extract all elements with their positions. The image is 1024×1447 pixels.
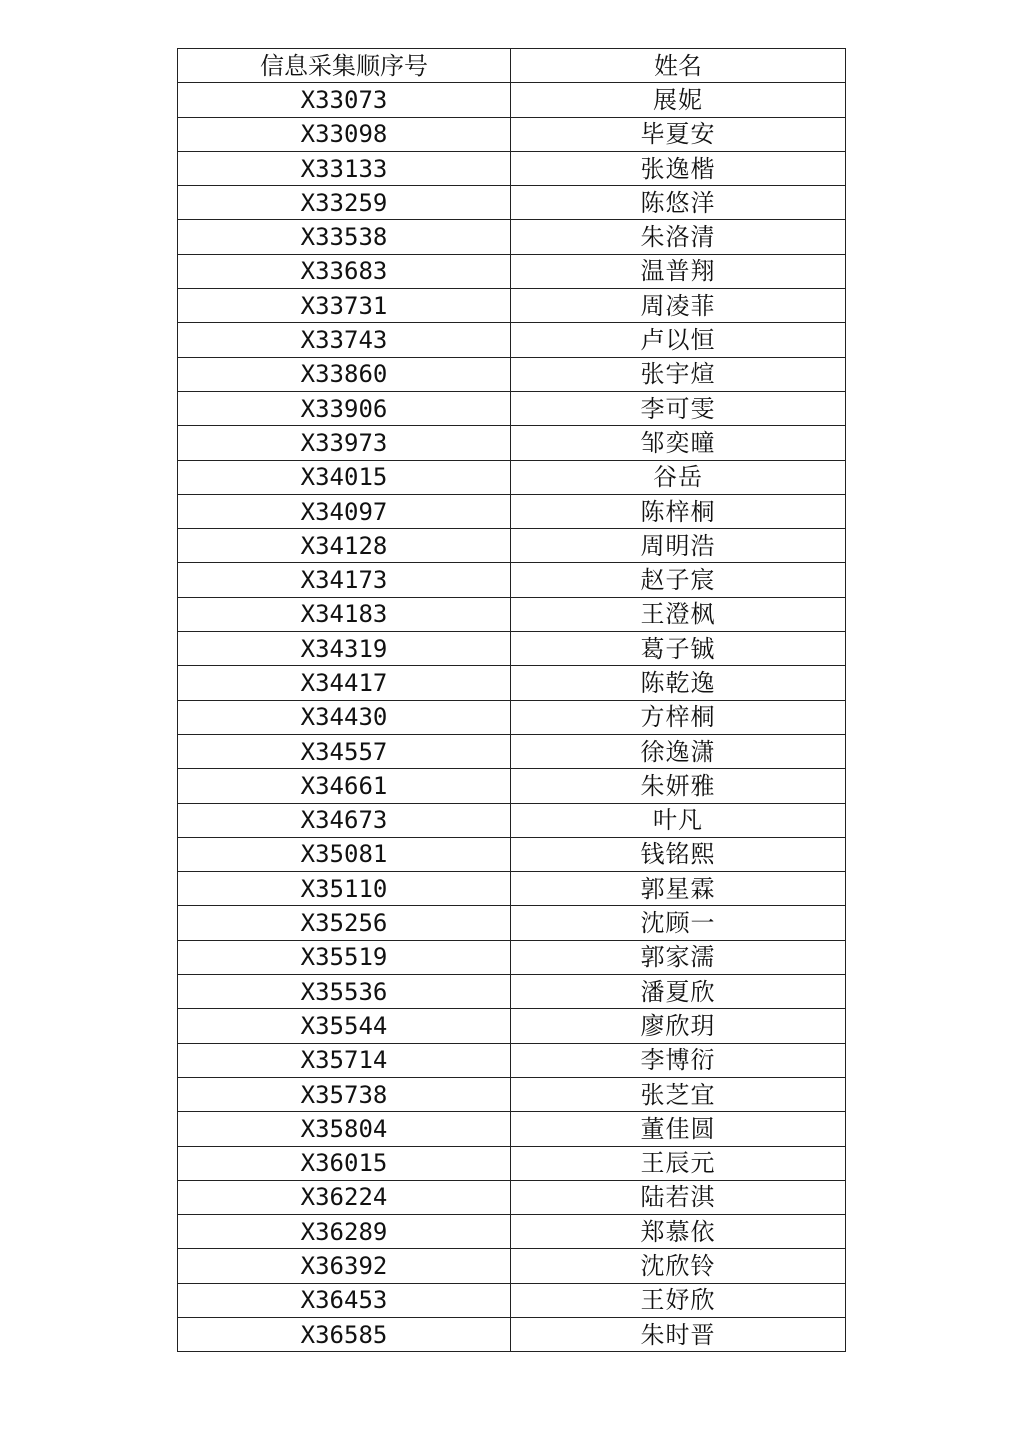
- table-row: [178, 700, 846, 734]
- row-id-cell: X34183: [178, 597, 511, 631]
- row-id-cell: X34319: [178, 632, 511, 666]
- row-id-cell: X34128: [178, 529, 511, 563]
- table-row: [178, 940, 846, 974]
- row-name-cell: 张逸楷: [511, 151, 846, 185]
- row-name-cell: 赵子宸: [511, 563, 846, 597]
- table-row: [178, 1249, 846, 1283]
- row-id-cell: X33073: [178, 83, 511, 117]
- row-id-cell: X34557: [178, 734, 511, 768]
- table-row: [178, 803, 846, 837]
- row-name-cell: 周明浩: [511, 529, 846, 563]
- table-row: [178, 1077, 846, 1111]
- table-row: [178, 391, 846, 425]
- table-row: [178, 254, 846, 288]
- row-name-cell: 葛子铖: [511, 632, 846, 666]
- row-id-cell: X35110: [178, 872, 511, 906]
- row-id-cell: X35081: [178, 837, 511, 871]
- row-id-cell: X35804: [178, 1112, 511, 1146]
- table-row: [178, 872, 846, 906]
- row-name-cell: 沈顾一: [511, 906, 846, 940]
- roster-table: [177, 48, 846, 1352]
- row-id-cell: X34430: [178, 700, 511, 734]
- row-name-cell: 王妤欣: [511, 1283, 846, 1317]
- row-name-cell: 潘夏欣: [511, 975, 846, 1009]
- table-row: [178, 1317, 846, 1351]
- row-name-cell: 朱时晋: [511, 1317, 846, 1351]
- row-id-cell: X36224: [178, 1180, 511, 1214]
- table-row: [178, 529, 846, 563]
- row-name-cell: 方梓桐: [511, 700, 846, 734]
- row-name-cell: 徐逸潇: [511, 734, 846, 768]
- row-id-cell: X34673: [178, 803, 511, 837]
- table-row: [178, 906, 846, 940]
- row-id-cell: X33906: [178, 391, 511, 425]
- row-id-cell: X36585: [178, 1317, 511, 1351]
- table-row: [178, 357, 846, 391]
- table-row: [178, 1283, 846, 1317]
- row-name-cell: 陈悠洋: [511, 186, 846, 220]
- table-row: [178, 563, 846, 597]
- table-row: [178, 494, 846, 528]
- row-id-cell: X35738: [178, 1077, 511, 1111]
- row-id-cell: X33259: [178, 186, 511, 220]
- row-id-cell: X33098: [178, 117, 511, 151]
- row-name-cell: 朱洛清: [511, 220, 846, 254]
- row-name-cell: 董佳圆: [511, 1112, 846, 1146]
- table-row: [178, 186, 846, 220]
- row-name-cell: 陈乾逸: [511, 666, 846, 700]
- row-id-cell: X33743: [178, 323, 511, 357]
- row-id-cell: X33538: [178, 220, 511, 254]
- row-name-cell: 王辰元: [511, 1146, 846, 1180]
- row-name-cell: 郭家濡: [511, 940, 846, 974]
- row-id-cell: X35714: [178, 1043, 511, 1077]
- table-row: [178, 632, 846, 666]
- row-name-cell: 陈梓桐: [511, 494, 846, 528]
- row-name-cell: 李博衍: [511, 1043, 846, 1077]
- row-id-cell: X33973: [178, 426, 511, 460]
- row-name-cell: 卢以恒: [511, 323, 846, 357]
- row-id-cell: X36289: [178, 1215, 511, 1249]
- table-row: [178, 734, 846, 768]
- row-name-cell: 钱铭熙: [511, 837, 846, 871]
- row-id-cell: X35256: [178, 906, 511, 940]
- row-name-cell: 温普翔: [511, 254, 846, 288]
- row-name-cell: 廖欣玥: [511, 1009, 846, 1043]
- header-name: 姓名: [511, 49, 846, 83]
- table-row: [178, 1112, 846, 1146]
- row-id-cell: X34097: [178, 494, 511, 528]
- table-row: [178, 83, 846, 117]
- row-id-cell: X36015: [178, 1146, 511, 1180]
- row-id-cell: X33133: [178, 151, 511, 185]
- table-row: [178, 460, 846, 494]
- row-name-cell: 邹奕曈: [511, 426, 846, 460]
- table-row: [178, 426, 846, 460]
- row-name-cell: 王澄枫: [511, 597, 846, 631]
- table-row: [178, 323, 846, 357]
- row-id-cell: X35536: [178, 975, 511, 1009]
- row-id-cell: X34015: [178, 460, 511, 494]
- row-id-cell: X34417: [178, 666, 511, 700]
- row-name-cell: 郑慕依: [511, 1215, 846, 1249]
- table-row: [178, 1009, 846, 1043]
- row-name-cell: 谷岳: [511, 460, 846, 494]
- row-name-cell: 郭星霖: [511, 872, 846, 906]
- table-row: [178, 289, 846, 323]
- table-row: [178, 220, 846, 254]
- row-id-cell: X33731: [178, 289, 511, 323]
- row-id-cell: X36453: [178, 1283, 511, 1317]
- table-row: [178, 975, 846, 1009]
- row-name-cell: 张宇煊: [511, 357, 846, 391]
- row-id-cell: X34173: [178, 563, 511, 597]
- header-id: 信息采集顺序号: [178, 49, 511, 83]
- row-id-cell: X35519: [178, 940, 511, 974]
- row-name-cell: 周凌菲: [511, 289, 846, 323]
- row-id-cell: X34661: [178, 769, 511, 803]
- row-id-cell: X33860: [178, 357, 511, 391]
- table-header-row: [178, 49, 846, 83]
- table-row: [178, 769, 846, 803]
- row-name-cell: 叶凡: [511, 803, 846, 837]
- row-name-cell: 朱妍雅: [511, 769, 846, 803]
- row-id-cell: X35544: [178, 1009, 511, 1043]
- table-row: [178, 666, 846, 700]
- table-row: [178, 1146, 846, 1180]
- table-body: [178, 83, 846, 1352]
- row-id-cell: X33683: [178, 254, 511, 288]
- row-name-cell: 毕夏安: [511, 117, 846, 151]
- table-row: [178, 1180, 846, 1214]
- table-row: [178, 1043, 846, 1077]
- row-name-cell: 沈欣铃: [511, 1249, 846, 1283]
- table-row: [178, 837, 846, 871]
- row-name-cell: 展妮: [511, 83, 846, 117]
- table-row: [178, 151, 846, 185]
- table-row: [178, 597, 846, 631]
- table-row: [178, 1215, 846, 1249]
- table-row: [178, 117, 846, 151]
- row-name-cell: 李可雯: [511, 391, 846, 425]
- row-name-cell: 陆若淇: [511, 1180, 846, 1214]
- row-id-cell: X36392: [178, 1249, 511, 1283]
- row-name-cell: 张芝宜: [511, 1077, 846, 1111]
